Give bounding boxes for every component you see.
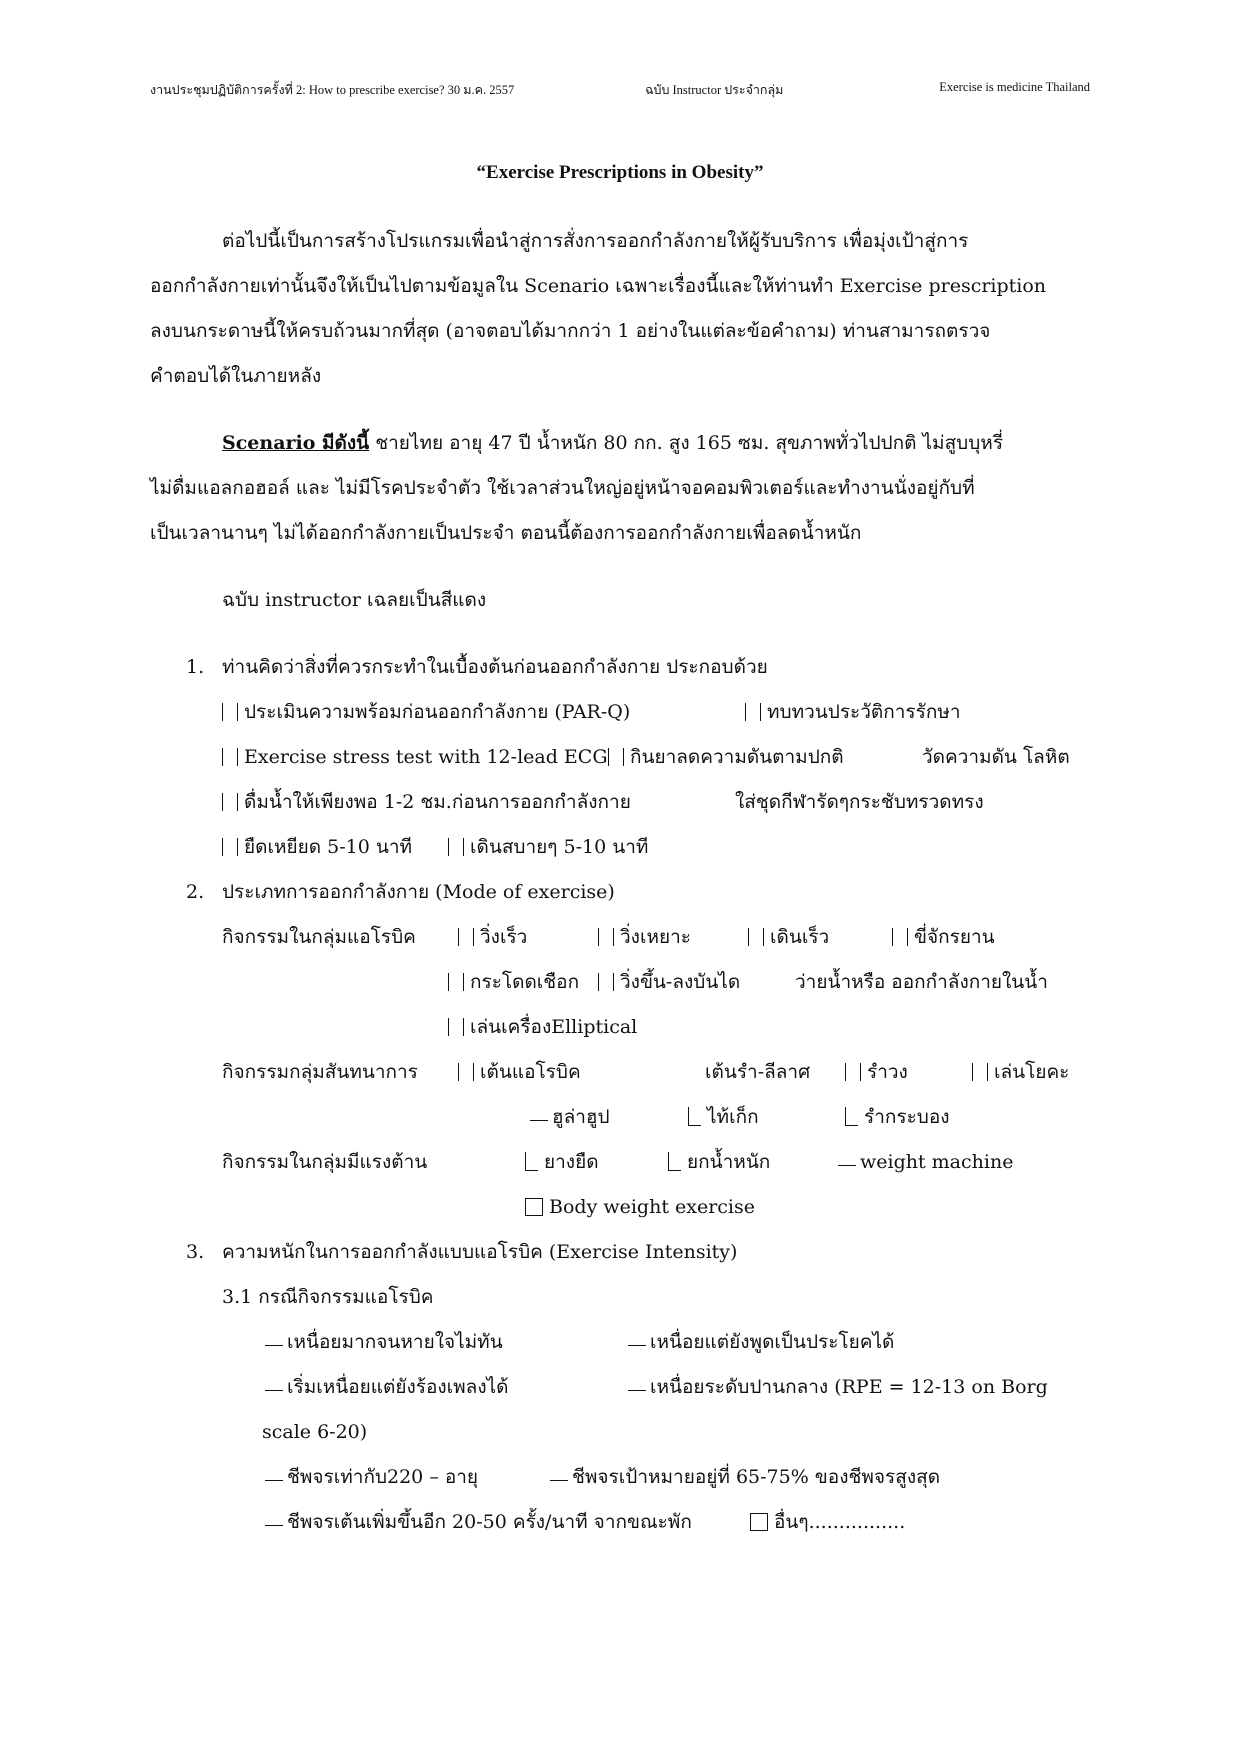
option-label: อื่นๆ................ bbox=[774, 1511, 906, 1533]
q3-number: 3. bbox=[186, 1241, 205, 1263]
option-label: เริ่มเหนื่อยแต่ยังร้องเพลงได้ bbox=[287, 1376, 509, 1398]
q2-aerobic-swim: ว่ายน้ำหรือ ออกกำลังกายในน้ำ bbox=[795, 971, 1048, 993]
answer-blank[interactable] bbox=[265, 1345, 283, 1346]
option-label: ยกน้ำหนัก bbox=[687, 1151, 771, 1173]
answer-blank[interactable] bbox=[628, 1345, 646, 1346]
q2-aerobic-walk[interactable] bbox=[748, 922, 829, 952]
option-label: ฮูล่าฮูป bbox=[552, 1106, 610, 1128]
scenario-line-3: เป็นเวลานานๆ ไม่ได้ออกกำลังกายเป็นประจำ ตอนนี้ต้องการออกกำลังกายเพื่อลดน้ำหนัก bbox=[150, 522, 862, 544]
q3-subheading: 3.1 กรณีกิจกรรมแอโรบิค bbox=[222, 1286, 434, 1308]
checkbox[interactable] bbox=[458, 1063, 474, 1081]
answer-blank[interactable] bbox=[265, 1480, 283, 1481]
intro-line-1: ต่อไปนี้เป็นการสร้างโปรแกรมเพื่อนำสู่การสั่งการออกกำลังกายให้ผู้รับบริการ เพื่อมุ่งเป้าสู่การ bbox=[222, 230, 969, 252]
checkbox[interactable] bbox=[745, 703, 761, 721]
checkbox[interactable] bbox=[448, 973, 464, 991]
q3-option-other[interactable] bbox=[750, 1507, 905, 1537]
q1-option-walk[interactable] bbox=[448, 832, 648, 862]
option-label: ชีพจรเป้าหมายอยู่ที่ 65-75% ของชีพจรสูงสุด bbox=[572, 1466, 941, 1488]
option-label: เหนื่อยระดับปานกลาง (RPE = 12-13 on Borg bbox=[650, 1376, 1048, 1398]
option-label: ไท้เก็ก bbox=[707, 1106, 759, 1128]
option-label: เต้นแอโรบิค bbox=[480, 1061, 581, 1083]
q2-aerobic-bike[interactable] bbox=[892, 922, 995, 952]
q2-resistance-label: กิจกรรมในกลุ่มมีแรงต้าน bbox=[222, 1151, 428, 1173]
q3-option-talk[interactable] bbox=[628, 1327, 894, 1357]
checkbox[interactable] bbox=[525, 1152, 538, 1171]
q3-option-rpe-cont: scale 6-20) bbox=[262, 1421, 368, 1443]
answer-blank[interactable] bbox=[265, 1525, 283, 1526]
option-label: รำวง bbox=[867, 1061, 908, 1083]
checkbox[interactable] bbox=[222, 748, 238, 766]
option-label: วิ่งเร็ว bbox=[480, 926, 528, 948]
intro-line-2: ออกกำลังกายเท่านั้นจึงให้เป็นไปตามข้อมูลใน Scenario เฉพาะเรื่องนี้และให้ท่านทำ Exercise prescription bbox=[150, 275, 1047, 297]
q3-question: ความหนักในการออกกำลังแบบแอโรบิค (Exercise Intensity) bbox=[222, 1241, 738, 1263]
q2-aerobic-stairs[interactable] bbox=[598, 967, 740, 997]
instructor-note: ฉบับ instructor เฉลยเป็นสีแดง bbox=[222, 589, 487, 611]
checkbox[interactable] bbox=[750, 1513, 768, 1531]
q3-option-rpe[interactable] bbox=[628, 1372, 1048, 1402]
option-label: เดินสบายๆ 5-10 นาที bbox=[470, 836, 649, 858]
option-label: Body weight exercise bbox=[549, 1196, 755, 1218]
q1-option-measure-bp: วัดความดัน โลหิต bbox=[922, 746, 1070, 768]
option-label: เล่นเครื่องElliptical bbox=[470, 1016, 638, 1038]
option-label: ชีพจรเท่ากับ220 – อายุ bbox=[287, 1466, 479, 1488]
q2-rec-hulahoop[interactable] bbox=[530, 1102, 610, 1132]
option-label: ดื่มน้ำให้เพียงพอ 1-2 ชม.ก่อนการออกกำลังกาย bbox=[244, 791, 631, 813]
q3-option-sing[interactable] bbox=[265, 1372, 509, 1402]
option-label: วิ่งขึ้น-ลงบันได bbox=[620, 971, 741, 993]
q1-option-stress-test[interactable] bbox=[222, 742, 608, 772]
option-label: ยางยืด bbox=[544, 1151, 599, 1173]
q2-recreation-label: กิจกรรมกลุ่มสันทนาการ bbox=[222, 1061, 418, 1083]
intro-line-4: คำตอบได้ในภายหลัง bbox=[150, 365, 322, 387]
checkbox[interactable] bbox=[448, 838, 464, 856]
q2-res-weights[interactable] bbox=[668, 1147, 770, 1177]
q1-number: 1. bbox=[186, 656, 205, 678]
q1-option-hydrate[interactable] bbox=[222, 787, 631, 817]
q2-res-machine[interactable] bbox=[838, 1147, 1013, 1177]
option-label: weight machine bbox=[860, 1151, 1014, 1173]
option-label: เหนื่อยแต่ยังพูดเป็นประโยคได้ bbox=[650, 1331, 895, 1353]
checkbox[interactable] bbox=[598, 973, 614, 991]
q2-rec-ramwong[interactable] bbox=[845, 1057, 908, 1087]
q1-question: ท่านคิดว่าสิ่งที่ควรกระทำในเบื้องต้นก่อนออกกำลังกาย ประกอบด้วย bbox=[222, 656, 768, 678]
option-label: ยืดเหยียด 5-10 นาที bbox=[244, 836, 413, 858]
q2-aerobic-jog[interactable] bbox=[598, 922, 691, 952]
option-label: ชีพจรเต้นเพิ่มขึ้นอีก 20-50 ครั้ง/นาที จากขณะพัก bbox=[287, 1511, 692, 1533]
q2-question: ประเภทการออกกำลังกาย (Mode of exercise) bbox=[222, 881, 615, 903]
checkbox[interactable] bbox=[222, 703, 238, 721]
option-label: กระโดดเชือก bbox=[470, 971, 580, 993]
q2-aerobic-label: กิจกรรมในกลุ่มแอโรบิค bbox=[222, 926, 416, 948]
q1-option-bp-medicine[interactable] bbox=[608, 742, 844, 772]
scenario-text-1: ชายไทย อายุ 47 ปี น้ำหนัก 80 กก. สูง 165 ซม. สุขภาพทั่วไปปกติ ไม่สูบบุหรี่ bbox=[369, 432, 1004, 454]
checkbox[interactable] bbox=[845, 1107, 858, 1126]
q2-rec-taichi[interactable] bbox=[688, 1102, 759, 1132]
option-label: ขี่จักรยาน bbox=[914, 926, 995, 948]
intro-line-3: ลงบนกระดาษนี้ให้ครบถ้วนมากที่สุด (อาจตอบได้มากกว่า 1 อย่างในแต่ละข้อคำถาม) ท่านสามารถตรวจ bbox=[150, 320, 991, 342]
option-label: รำกระบอง bbox=[864, 1106, 950, 1128]
scenario-line-2: ไม่ดื่มแอลกอฮอล์ และ ไม่มีโรคประจำตัว ใช้เวลาส่วนใหญ่อยู่หน้าจอคอมพิวเตอร์และทำงานนั่งอยู่กับที่ bbox=[150, 477, 975, 499]
option-label: วิ่งเหยาะ bbox=[620, 926, 691, 948]
q3-option-target-hr[interactable] bbox=[550, 1462, 940, 1492]
q3-option-breathless[interactable] bbox=[265, 1327, 503, 1357]
answer-blank[interactable] bbox=[838, 1165, 856, 1166]
checkbox[interactable] bbox=[972, 1063, 988, 1081]
checkbox[interactable] bbox=[688, 1107, 701, 1126]
checkbox[interactable] bbox=[525, 1198, 543, 1216]
q2-rec-yoga[interactable] bbox=[972, 1057, 1069, 1087]
q2-rec-aerobic-dance[interactable] bbox=[458, 1057, 581, 1087]
header-center: ฉบับ Instructor ประจำกลุ่ม bbox=[645, 83, 784, 97]
q2-aerobic-rope[interactable] bbox=[448, 967, 579, 997]
option-label: ทบทวนประวัติการรักษา bbox=[767, 701, 961, 723]
checkbox[interactable] bbox=[598, 928, 614, 946]
q1-option-parq[interactable] bbox=[222, 697, 630, 727]
option-label: เหนื่อยมากจนหายใจไม่ทัน bbox=[287, 1331, 503, 1353]
option-label: กินยาลดความดันตามปกติ bbox=[630, 746, 844, 768]
answer-blank[interactable] bbox=[530, 1120, 548, 1121]
q2-aerobic-elliptical[interactable] bbox=[448, 1012, 637, 1042]
answer-blank[interactable] bbox=[550, 1480, 568, 1481]
scenario-label: Scenario มีดังนี้ bbox=[222, 432, 370, 454]
q2-res-bodyweight[interactable] bbox=[525, 1192, 755, 1222]
answer-blank[interactable] bbox=[628, 1390, 646, 1391]
scenario-line-1 bbox=[222, 428, 1003, 458]
q2-aerobic-run[interactable] bbox=[458, 922, 527, 952]
checkbox[interactable] bbox=[222, 838, 238, 856]
q1-option-sportswear: ใส่ชุดกีฬารัดๆกระชับทรวดทรง bbox=[735, 791, 984, 813]
checkbox[interactable] bbox=[748, 928, 764, 946]
q2-number: 2. bbox=[186, 881, 205, 903]
checkbox[interactable] bbox=[845, 1063, 861, 1081]
q2-res-band[interactable] bbox=[525, 1147, 599, 1177]
q1-option-history[interactable] bbox=[745, 697, 961, 727]
q2-rec-krabong[interactable] bbox=[845, 1102, 950, 1132]
checkbox[interactable] bbox=[222, 793, 238, 811]
checkbox[interactable] bbox=[892, 928, 908, 946]
q3-option-hr-increase[interactable] bbox=[265, 1507, 692, 1537]
option-label: เดินเร็ว bbox=[770, 926, 830, 948]
q2-rec-ballroom: เต้นรำ-ลีลาศ bbox=[705, 1061, 811, 1083]
option-label: ประเมินความพร้อมก่อนออกกำลังกาย (PAR-Q) bbox=[244, 701, 631, 723]
option-label: Exercise stress test with 12-lead ECG bbox=[244, 746, 608, 768]
answer-blank[interactable] bbox=[265, 1390, 283, 1391]
header-left: งานประชุมปฏิบัติการครั้งที่ 2: How to prescribe exercise? 30 ม.ค. 2557 bbox=[150, 83, 515, 97]
header-right: Exercise is medicine Thailand bbox=[939, 80, 1090, 94]
document-title: “Exercise Prescriptions in Obesity” bbox=[476, 162, 764, 183]
option-label: เล่นโยคะ bbox=[994, 1061, 1070, 1083]
checkbox[interactable] bbox=[448, 1018, 464, 1036]
q1-option-stretch[interactable] bbox=[222, 832, 412, 862]
checkbox[interactable] bbox=[668, 1152, 681, 1171]
checkbox[interactable] bbox=[608, 748, 624, 766]
checkbox[interactable] bbox=[458, 928, 474, 946]
q3-option-hrmax[interactable] bbox=[265, 1462, 478, 1492]
